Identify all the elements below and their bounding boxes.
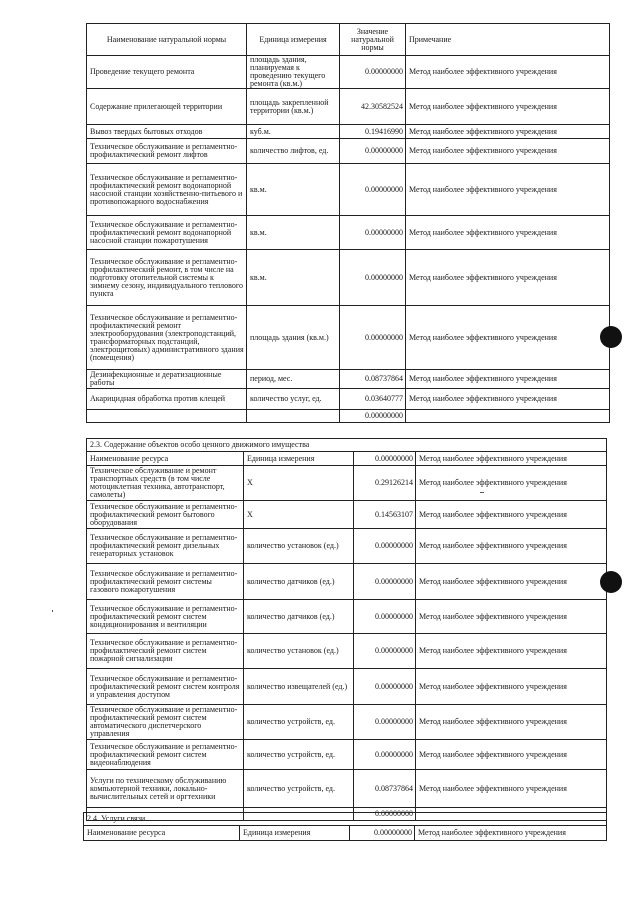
row-name-cell: Техническое обслуживание и регламентно-профилактический ремонт, в том числе на подготовку отопительной системы к зимнему сезону, индивидуального теплового пункта: [87, 250, 247, 306]
row-value-cell: 0.00000000: [340, 164, 406, 216]
header-value: Значение натуральной нормы: [340, 24, 406, 56]
row-value-cell: 0.00000000: [354, 600, 416, 634]
table-row: [87, 370, 610, 389]
table-row: [87, 56, 610, 89]
resource-header-row: [84, 826, 607, 841]
section-title-row: [84, 813, 607, 826]
row-unit-cell: количество датчиков (ед.): [244, 600, 354, 634]
row-note-cell: Метод наиболее эффективного учреждения: [406, 389, 610, 410]
row-value-cell: 0.08737864: [354, 770, 416, 808]
section-title-row: [87, 439, 607, 452]
row-name-cell: Вывоз твердых бытовых отходов: [87, 125, 247, 139]
section-title: 2.4. Услуги связи: [84, 813, 607, 826]
row-note-cell: Метод наиболее эффективного учреждения: [416, 740, 607, 770]
row-name-cell: [87, 410, 247, 423]
row-name-cell: Техническое обслуживание и регламентно-профилактический ремонт систем контроля и управления доступом: [87, 669, 244, 705]
header-name: Наименование натуральной нормы: [87, 24, 247, 56]
row-note-cell: Метод наиболее эффективного учреждения: [416, 564, 607, 600]
row-name-cell: Техническое обслуживание и ремонт транспортных средств (в том числе мотоциклетная техника, автотранспорт, самолеты): [87, 466, 244, 501]
resource-header-name: Наименование ресурса: [87, 452, 244, 466]
table-row: [87, 529, 607, 564]
table-row: [87, 410, 610, 423]
table-row: [87, 770, 607, 808]
header-unit: Единица измерения: [247, 24, 340, 56]
row-value-cell: 0.00000000: [354, 740, 416, 770]
resource-header-value: 0.00000000: [350, 826, 415, 841]
row-name-cell: Техническое обслуживание и регламентно-профилактический ремонт водонапорной насосной станции хозяйственно-питьевого и противопожарного водоснабжения: [87, 164, 247, 216]
table-row: [87, 89, 610, 125]
row-unit-cell: кв.м.: [247, 164, 340, 216]
row-value-cell: 0.00000000: [340, 306, 406, 370]
row-value-cell: 0.00000000: [340, 410, 406, 423]
row-unit-cell: количество установок (ед.): [244, 634, 354, 669]
row-name-cell: Техническое обслуживание и регламентно-профилактический ремонт лифтов: [87, 139, 247, 164]
resource-header-row: [87, 452, 607, 466]
row-value-cell: 0.00000000: [354, 564, 416, 600]
table-row: [87, 501, 607, 529]
row-unit-cell: количество услуг, ед.: [247, 389, 340, 410]
row-value-cell: 0.00000000: [354, 529, 416, 564]
resource-header-unit: Единица измерения: [244, 452, 354, 466]
row-name-cell: Услуги по техническому обслуживанию компьютерной техники, локально-вычислительных сетей и оргтехники: [87, 770, 244, 808]
row-name-cell: Техническое обслуживание и регламентно-профилактический ремонт водонапорной насосной станции пожаротушения: [87, 216, 247, 250]
row-name-cell: Техническое обслуживание и регламентно-профилактический ремонт систем видеонаблюдения: [87, 740, 244, 770]
row-unit-cell: количество установок (ед.): [244, 529, 354, 564]
row-value-cell: 0.00000000: [354, 808, 416, 821]
communication-services-table: [83, 812, 607, 841]
row-name-cell: Проведение текущего ремонта: [87, 56, 247, 89]
row-name-cell: Техническое обслуживание и регламентно-профилактический ремонт системы газового пожаротушения: [87, 564, 244, 600]
table-row: [87, 164, 610, 216]
row-note-cell: Метод наиболее эффективного учреждения: [406, 216, 610, 250]
resource-header-value: 0.00000000: [354, 452, 416, 466]
table-row: [87, 669, 607, 705]
row-value-cell: 0.29126214: [354, 466, 416, 501]
row-unit-cell: количество устройств, ед.: [244, 770, 354, 808]
binder-hole-bottom: [600, 571, 622, 593]
row-value-cell: 0.00000000: [354, 669, 416, 705]
row-unit-cell: площадь здания, планируемая к проведению текущего ремонта (кв.м.): [247, 56, 340, 89]
row-note-cell: Метод наиболее эффективного учреждения: [406, 250, 610, 306]
row-note-cell: Метод наиболее эффективного учреждения: [406, 125, 610, 139]
row-value-cell: 0.00000000: [340, 139, 406, 164]
row-value-cell: 0.00000000: [354, 705, 416, 740]
row-name-cell: Акарицидная обработка против клещей: [87, 389, 247, 410]
row-note-cell: Метод наиболее эффективного учреждения: [416, 634, 607, 669]
row-value-cell: 0.08737864: [340, 370, 406, 389]
row-value-cell: 42.30582524: [340, 89, 406, 125]
row-note-cell: Метод наиболее эффективного учреждения: [416, 705, 607, 740]
row-value-cell: 0.00000000: [340, 250, 406, 306]
row-unit-cell: куб.м.: [247, 125, 340, 139]
row-value-cell: 0.19416990: [340, 125, 406, 139]
row-note-cell: [406, 410, 610, 423]
table-header-row: [87, 24, 610, 56]
table-row: [87, 306, 610, 370]
header-note: Примечание: [406, 24, 610, 56]
row-unit-cell: количество устройств, ед.: [244, 705, 354, 740]
resource-header-name: Наименование ресурса: [84, 826, 240, 841]
table-row: [87, 740, 607, 770]
row-name-cell: Техническое обслуживание и регламентно-профилактический ремонт бытового оборудования: [87, 501, 244, 529]
table-row: [87, 705, 607, 740]
row-note-cell: Метод наиболее эффективного учреждения: [416, 600, 607, 634]
row-unit-cell: X: [244, 501, 354, 529]
row-unit-cell: период, мес.: [247, 370, 340, 389]
row-value-cell: 0.14563107: [354, 501, 416, 529]
row-note-cell: Метод наиболее эффективного учреждения: [416, 501, 607, 529]
table-row: [87, 564, 607, 600]
resource-header-note: Метод наиболее эффективного учреждения: [415, 826, 607, 841]
movable-property-table: [86, 438, 607, 821]
row-unit-cell: кв.м.: [247, 216, 340, 250]
table-row: [87, 466, 607, 501]
row-unit-cell: количество лифтов, ед.: [247, 139, 340, 164]
row-unit-cell: площадь закрепленной территории (кв.м.): [247, 89, 340, 125]
row-unit-cell: количество извещателей (ед.): [244, 669, 354, 705]
resource-header-unit: Единица измерения: [240, 826, 350, 841]
table-row: [87, 125, 610, 139]
row-note-cell: Метод наиболее эффективного учреждения: [406, 370, 610, 389]
row-name-cell: Техническое обслуживание и регламентно-профилактический ремонт дизельных генераторных установок: [87, 529, 244, 564]
row-note-cell: Метод наиболее эффективного учреждения: [416, 529, 607, 564]
row-note-cell: Метод наиболее эффективного учреждения: [406, 139, 610, 164]
row-note-cell: Метод наиболее эффективного учреждения: [406, 164, 610, 216]
row-unit-cell: площадь здания (кв.м.): [247, 306, 340, 370]
natural-norms-table: [86, 23, 610, 423]
scan-speck: [52, 610, 53, 612]
row-note-cell: Метод наиболее эффективного учреждения: [406, 56, 610, 89]
row-note-cell: Метод наиболее эффективного учреждения: [406, 89, 610, 125]
row-name-cell: Дезинфекционные и дератизационные работы: [87, 370, 247, 389]
row-unit-cell: количество датчиков (ед.): [244, 564, 354, 600]
binder-hole-top: [600, 326, 622, 348]
section-title: 2.3. Содержание объектов особо ценного движимого имущества: [87, 439, 607, 452]
table-row: [87, 139, 610, 164]
row-value-cell: 0.00000000: [340, 216, 406, 250]
resource-header-note: Метод наиболее эффективного учреждения: [416, 452, 607, 466]
table-row: [87, 389, 610, 410]
row-unit-cell: [247, 410, 340, 423]
row-note-cell: Метод наиболее эффективного учреждения: [406, 306, 610, 370]
row-name-cell: Техническое обслуживание и регламентно-профилактический ремонт электрооборудования (электроподстанций, трансформаторных подстанций, электрощитовых) административного здания (помещения): [87, 306, 247, 370]
row-note-cell: Метод наиболее эффективного учреждения: [416, 466, 607, 501]
row-name-cell: Содержание прилегающей территории: [87, 89, 247, 125]
row-value-cell: 0.00000000: [340, 56, 406, 89]
row-value-cell: 0.03640777: [340, 389, 406, 410]
row-note-cell: Метод наиболее эффективного учреждения: [416, 770, 607, 808]
row-note-cell: Метод наиболее эффективного учреждения: [416, 669, 607, 705]
row-unit-cell: количество устройств, ед.: [244, 740, 354, 770]
row-unit-cell: кв.м.: [247, 250, 340, 306]
row-name-cell: Техническое обслуживание и регламентно-профилактический ремонт систем кондиционирования и вентиляции: [87, 600, 244, 634]
scan-speck: [480, 492, 484, 493]
row-unit-cell: X: [244, 466, 354, 501]
table-row: [87, 250, 610, 306]
row-name-cell: Техническое обслуживание и регламентно-профилактический ремонт систем автоматического диспетчерского управления: [87, 705, 244, 740]
row-name-cell: Техническое обслуживание и регламентно-профилактический ремонт систем пожарной сигнализации: [87, 634, 244, 669]
table-row: [87, 216, 610, 250]
table-row: [87, 600, 607, 634]
row-value-cell: 0.00000000: [354, 634, 416, 669]
table-row: [87, 634, 607, 669]
